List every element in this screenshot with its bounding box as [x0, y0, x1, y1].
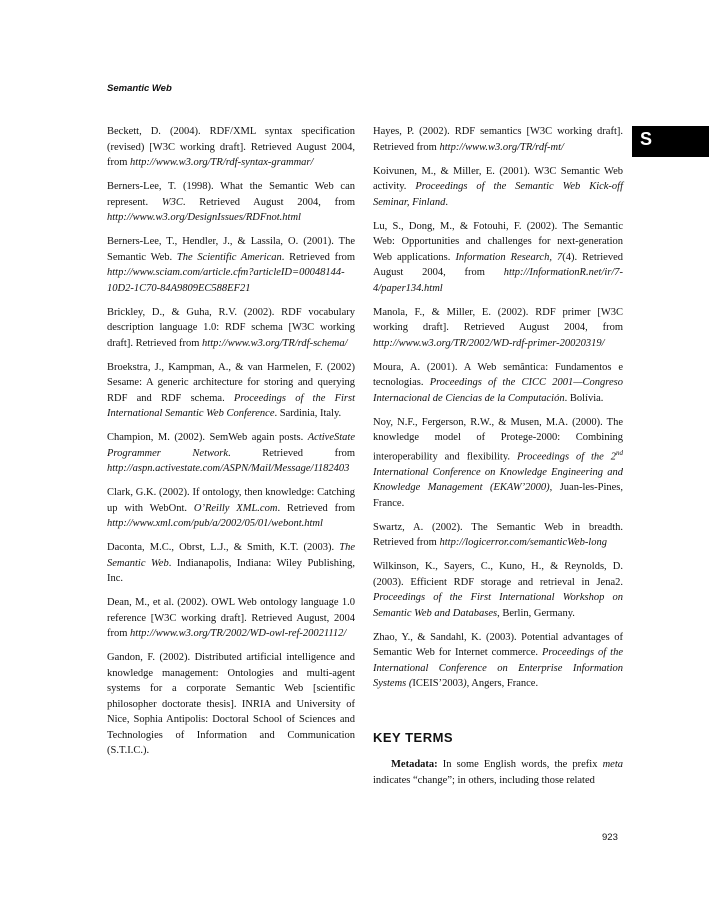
reference-italic-text: Proceedings of the 2 — [516, 451, 616, 462]
reference-entry — [107, 485, 355, 532]
reference-text: . Retrieved from — [281, 251, 355, 263]
reference-text: Wilkinson, K., Sayers, C., Kuno, H., & Reynolds, D. (2003). Efficient RDF storage and retrieval in Jena2. — [373, 561, 623, 588]
reference-text: . Retrieved from — [277, 502, 355, 514]
right-column — [373, 124, 623, 788]
reference-italic-text: http://www.w3.org/TR/2002/WD-rdf-primer-20020319/ — [373, 337, 605, 349]
reference-entry — [107, 360, 355, 422]
reference-text: Manola, F., & Miller, E. (2002). RDF primer [W3C working draft]. Retrieved August 2004, from — [373, 306, 623, 333]
reference-italic-text: http://www.w3.org/TR/rdf-mt/ — [439, 141, 564, 153]
reference-italic-text: http://logicerror.com/semanticWeb-long — [439, 537, 607, 548]
reference-text: . Bolívia. — [564, 392, 604, 404]
reference-italic-text: Proceedings of the First International Workshop on Semantic Web and Databases — [373, 592, 623, 619]
reference-text: , Juan-les-Pines, France. — [373, 482, 623, 509]
reference-text: Champion, M. (2002). SemWeb again posts. — [107, 432, 308, 443]
references-left-column — [107, 124, 355, 767]
reference-italic-text: http://www.xml.com/pub/a/2002/05/01/webont.html — [107, 518, 323, 529]
reference-italic-text: http://www.w3.org/TR/rdf-syntax-grammar/ — [130, 157, 314, 168]
reference-entry — [373, 559, 623, 621]
reference-italic-text: Proceedings of the Semantic Web Kick-off Seminar, Finland — [373, 181, 624, 208]
reference-text: Lu, S., Dong, M., & Fotouhi, F. (2002). The Semantic Web: Opportunities and challenges for next-generation Web applications. — [373, 220, 623, 263]
reference-text: . Indianapolis, Indiana: Wiley Publishing, Inc. — [107, 557, 355, 584]
reference-text: Brickley, D., & Guha, R.V. (2002). RDF vocabulary description language 1.0: RDF schema [W3C working draft]. Retrieved from — [107, 306, 355, 349]
reference-entry — [107, 540, 355, 587]
reference-italic-text: ActiveState Programmer Network — [107, 432, 355, 459]
definition-text-before: In some English words, the prefix — [437, 759, 603, 770]
reference-text: Koivunen, M., & Miller, E. (2001). W3C Semantic Web activity. — [373, 165, 623, 192]
key-term-name: Metadata: — [391, 759, 438, 770]
reference-text: Broekstra, J., Kampman, A., & van Harmelen, F. (2002) Sesame: A generic architecture for storing and querying RDF and RDF schema. — [107, 361, 355, 404]
page-number: 923 — [602, 832, 618, 843]
reference-entry — [107, 650, 355, 759]
section-thumb-tab — [632, 126, 709, 157]
reference-text: , Berlin, Germany. — [497, 607, 575, 619]
reference-entry — [373, 219, 623, 297]
reference-text: Moura, A. (2001). A Web semântica: Fundamentos e tecnologias. — [373, 361, 623, 388]
reference-entry — [373, 305, 623, 352]
reference-italic-text: nd — [616, 448, 623, 457]
reference-entry — [373, 415, 623, 512]
reference-entry — [373, 630, 623, 692]
reference-text: Hayes, P. (2002). RDF semantics [W3C working draft]. Retrieved from — [373, 126, 623, 153]
reference-entry — [107, 305, 355, 352]
reference-italic-text: http://www.w3.org/TR/2002/WD-owl-ref-20021112/ — [130, 628, 347, 639]
reference-italic-text: The Semantic Web — [107, 542, 355, 569]
key-terms-heading: KEY TERMS — [373, 729, 454, 745]
reference-text: Clark, G.K. (2002). If ontology, then knowledge: Catching up with WebOnt. — [107, 487, 355, 514]
reference-italic-text: The Scientific American — [176, 251, 282, 263]
reference-text: Noy, N.F., Fergerson, R.W., & Musen, M.A. (2000). The knowledge model of Protege-2000: Combining interoperability and flexibility. — [373, 416, 623, 462]
reference-entry — [107, 124, 355, 171]
reference-text: (4). Retrieved August 2004, from — [373, 251, 623, 278]
reference-text: Daconta, M.C., Obrst, L.J., & Smith, K.T. (2003). — [107, 542, 340, 553]
reference-entry — [107, 430, 355, 477]
reference-text: Swartz, A. (2002). The Semantic Web in breadth. Retrieved from — [373, 521, 623, 548]
reference-italic-text: Proceedings of the First International Semantic Web Conference — [107, 392, 355, 419]
reference-entry — [107, 179, 355, 226]
reference-italic-text: International Conference on Knowledge Engineering and Knowledge Management (EKAW’2000) — [373, 466, 623, 493]
reference-italic-text: Information Research, 7 — [455, 251, 563, 263]
reference-text: Beckett, D. (2004). RDF/XML syntax specification (revised) [W3C working draft]. Retrieved August 2004, from — [107, 126, 355, 168]
reference-text: ICEIS’2003 — [412, 678, 464, 689]
reference-italic-text: http://www.w3.org/TR/rdf-schema/ — [202, 337, 348, 349]
reference-entry — [373, 164, 623, 211]
reference-italic-text: Proceedings of the CICC 2001—Congreso Internacional de Ciencias de la Computación — [373, 377, 623, 404]
definition-text-italic: meta — [602, 759, 623, 770]
reference-italic-text: http://InformationR.net/ir/7-4/paper134.html — [373, 267, 623, 294]
reference-text: Zhao, Y., & Sandahl, K. (2003). Potential advantages of Semantic Web for Internet commerce. — [373, 631, 623, 658]
reference-italic-text: Proceedings of the International Conference on Enterprise Information Systems ( — [373, 647, 624, 689]
key-term-definition — [373, 757, 623, 788]
reference-italic-text: http://aspn.activestate.com/ASPN/Mail/Message/1182403 — [107, 463, 350, 474]
references-right-column — [373, 124, 623, 692]
running-head: Semantic Web — [107, 83, 172, 94]
reference-entry — [373, 520, 623, 551]
thumb-tab-letter: S — [640, 129, 653, 149]
reference-italic-text: http://www.sciam.com/article.cfm?articleID=00048144-10D2-1C70-84A9809EC588EF21 — [107, 267, 345, 294]
reference-italic-text: W3C — [161, 196, 183, 208]
definition-text-after: indicates “change”; in others, including those related — [373, 774, 595, 786]
reference-text: Gandon, F. (2002). Distributed artificial intelligence and knowledge management: Ontologies and multi-agent systems for a corporate Semantic Web [scientific philosopher doctorate thesis]. INRIA and University of Nice, Sophia Antipolis: Doctoral School of Sciences and Technologies of Information and Communication (S.T.I.C.). — [107, 652, 355, 756]
reference-entry — [373, 360, 623, 407]
reference-text: . Sardinia, Italy. — [274, 408, 342, 419]
reference-entry — [373, 124, 623, 155]
reference-text: Dean, M., et al. (2002). OWL Web ontology language 1.0 reference [W3C working draft]. Retrieved August, 2004 from — [107, 597, 355, 639]
reference-text: . Retrieved from — [228, 447, 355, 459]
reference-italic-text: O’Reilly XML.com — [193, 502, 278, 514]
reference-text: Berners-Lee, T., Hendler, J., & Lassila, O. (2001). The Semantic Web. — [107, 236, 355, 263]
reference-text: Berners-Lee, T. (1998). What the Semantic Web can represent. — [107, 181, 355, 208]
reference-text: , Angers, France. — [466, 678, 539, 689]
reference-text: . — [445, 196, 448, 208]
reference-entry — [107, 595, 355, 642]
reference-italic-text: http://www.w3.org/DesignIssues/RDFnot.html — [107, 212, 301, 223]
reference-text: . Retrieved August 2004, from — [182, 196, 356, 208]
reference-italic-text: ) — [463, 678, 467, 689]
reference-entry — [107, 234, 355, 296]
